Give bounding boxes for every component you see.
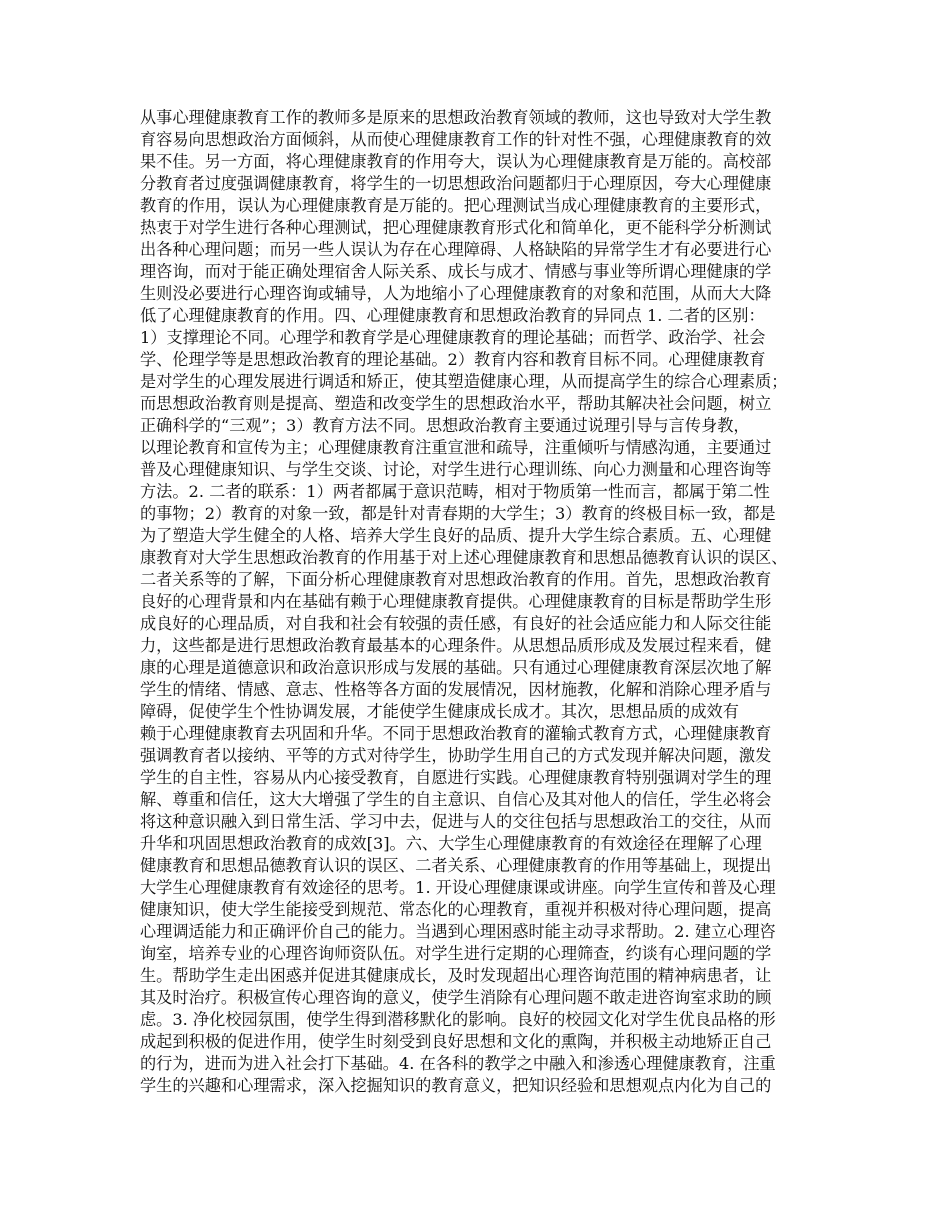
text-line: 二者关系等的了解，下面分析心理健康教育对思想政治教育的作用。首先，思想政治教育 — [140, 570, 772, 589]
text-line: 障碍，促使学生个性协调发展，才能使学生健康成长成才。其次，思想品质的成效有 — [140, 702, 739, 721]
text-line: 从事心理健康教育工作的教师多是原来的思想政治教育领域的教师，这也导致对大学生教 — [140, 108, 772, 127]
text-line: 低了心理健康教育的作用。四、心理健康教育和思想政治教育的异同点 1. 二者的区别： — [140, 306, 765, 325]
text-line: 的行为，进而为进入社会打下基础。4. 在各科的教学之中融入和渗透心理健康教育，注重 — [140, 1054, 776, 1073]
text-line: 康的心理是道德意识和政治意识形成与发展的基础。只有通过心理健康教育深层次地了解 — [140, 658, 772, 677]
text-line: 成起到积极的促进作用，使学生时刻受到良好思想和文化的熏陶，并积极主动地矫正自己 — [140, 1032, 772, 1051]
text-line: 的事物；2）教育的对象一致，都是针对青春期的大学生；3）教育的终极目标一致，都是 — [140, 504, 776, 523]
text-line: 学、伦理学等是思想政治教育的理论基础。2）教育内容和教育目标不同。心理健康教育 — [140, 350, 766, 369]
text-line: 生则没必要进行心理咨询或辅导，人为地缩小了心理健康教育的对象和范围，从而大大降 — [140, 284, 772, 303]
text-line: 果不佳。另一方面，将心理健康教育的作用夸大，误认为心理健康教育是万能的。高校部 — [140, 152, 772, 171]
text-line: 出各种心理问题；而另一些人误认为存在心理障碍、人格缺陷的异常学生才有必要进行心 — [140, 240, 772, 259]
text-line: 1）支撑理论不同。心理学和教育学是心理健康教育的理论基础；而哲学、政治学、社会 — [140, 328, 766, 347]
text-line: 解、尊重和信任，这大大增强了学生的自主意识、自信心及其对他人的信任，学生必将会 — [140, 790, 772, 809]
text-line: 热衷于对学生进行各种心理测试，把心理健康教育形式化和简单化，更不能科学分析测试 — [140, 218, 772, 237]
text-line: 是对学生的心理发展进行调适和矫正，使其塑造健康心理，从而提高学生的综合心理素质； — [140, 372, 788, 391]
text-line: 教育的作用，误认为心理健康教育是万能的。把心理测试当成心理健康教育的主要形式， — [140, 196, 772, 215]
text-line: 正确科学的“三观”；3）教育方法不同。思想政治教育主要通过说理引导与言传身教， — [140, 416, 750, 435]
document-body — [140, 107, 820, 1097]
text-line: 赖于心理健康教育去巩固和升华。不同于思想政治教育的灌输式教育方式，心理健康教育 — [140, 724, 772, 743]
text-line: 康教育对大学生思想政治教育的作用基于对上述心理健康教育和思想品德教育认识的误区、 — [140, 548, 788, 567]
text-line: 学生的自主性，容易从内心接受教育，自愿进行实践。心理健康教育特别强调对学生的理 — [140, 768, 772, 787]
text-line: 而思想政治教育则是提高、塑造和改变学生的思想政治水平，帮助其解决社会问题，树立 — [140, 394, 772, 413]
text-line: 虑。3. 净化校园氛围，使学生得到潜移默化的影响。良好的校园文化对学生优良品格的形 — [140, 1010, 776, 1029]
text-line: 育容易向思想政治方面倾斜，从而使心理健康教育工作的针对性不强，心理健康教育的效 — [140, 130, 772, 149]
text-line: 升华和巩固思想政治教育的成效[3]。六、大学生心理健康教育的有效途径在理解了心理 — [140, 834, 762, 853]
text-line: 将这种意识融入到日常生活、学习中去，促进与人的交往包括与思想政治工的交往，从而 — [140, 812, 772, 831]
text-line: 为了塑造大学生健全的人格、培养大学生良好的品质、提升大学生综合素质。五、心理健 — [140, 526, 772, 545]
text-line: 大学生心理健康教育有效途径的思考。1. 开设心理健康课或讲座。向学生宣传和普及心理 — [140, 878, 776, 897]
text-line: 成良好的心理品质，对自我和社会有较强的责任感，有良好的社会适应能力和人际交往能 — [140, 614, 772, 633]
text-line: 良好的心理背景和内在基础有赖于心理健康教育提供。心理健康教育的目标是帮助学生形 — [140, 592, 772, 611]
text-line: 普及心理健康知识、与学生交谈、讨论，对学生进行心理训练、向心力测量和心理咨询等 — [140, 460, 772, 479]
text-line: 心理调适能力和正确评价自己的能力。当遇到心理困惑时能主动寻求帮助。2. 建立心理咨 — [140, 922, 776, 941]
text-line: 方法。2. 二者的联系：1）两者都属于意识范畴，相对于物质第一性而言，都属于第二性 — [140, 482, 770, 501]
text-line: 学生的情绪、情感、意志、性格等各方面的发展情况，因材施教，化解和消除心理矛盾与 — [140, 680, 772, 699]
text-line: 力，这些都是进行思想政治教育最基本的心理条件。从思想品质形成及发展过程来看，健 — [140, 636, 772, 655]
text-line: 询室，培养专业的心理咨询师资队伍。对学生进行定期的心理筛查，约谈有心理问题的学 — [140, 944, 772, 963]
text-line: 强调教育者以接纳、平等的方式对待学生，协助学生用自己的方式发现并解决问题，激发 — [140, 746, 772, 765]
text-line: 理咨询，而对于能正确处理宿舍人际关系、成长与成才、情感与事业等所谓心理健康的学 — [140, 262, 772, 281]
text-line: 以理论教育和宣传为主；心理健康教育注重宣泄和疏导，注重倾听与情感沟通，主要通过 — [140, 438, 772, 457]
text-line: 健康知识，使大学生能接受到规范、常态化的心理教育，重视并积极对待心理问题，提高 — [140, 900, 772, 919]
text-line: 学生的兴趣和心理需求，深入挖掘知识的教育意义，把知识经验和思想观点内化为自己的 — [140, 1076, 772, 1095]
text-line: 健康教育和思想品德教育认识的误区、二者关系、心理健康教育的作用等基础上，现提出 — [140, 856, 772, 875]
text-line: 生。帮助学生走出困惑并促进其健康成长，及时发现超出心理咨询范围的精神病患者，让 — [140, 966, 772, 985]
text-line: 其及时治疗。积极宣传心理咨询的意义，使学生消除有心理问题不敢走进咨询室求助的顾 — [140, 988, 772, 1007]
text-line: 分教育者过度强调健康教育，将学生的一切思想政治问题都归于心理原因，夸大心理健康 — [140, 174, 772, 193]
